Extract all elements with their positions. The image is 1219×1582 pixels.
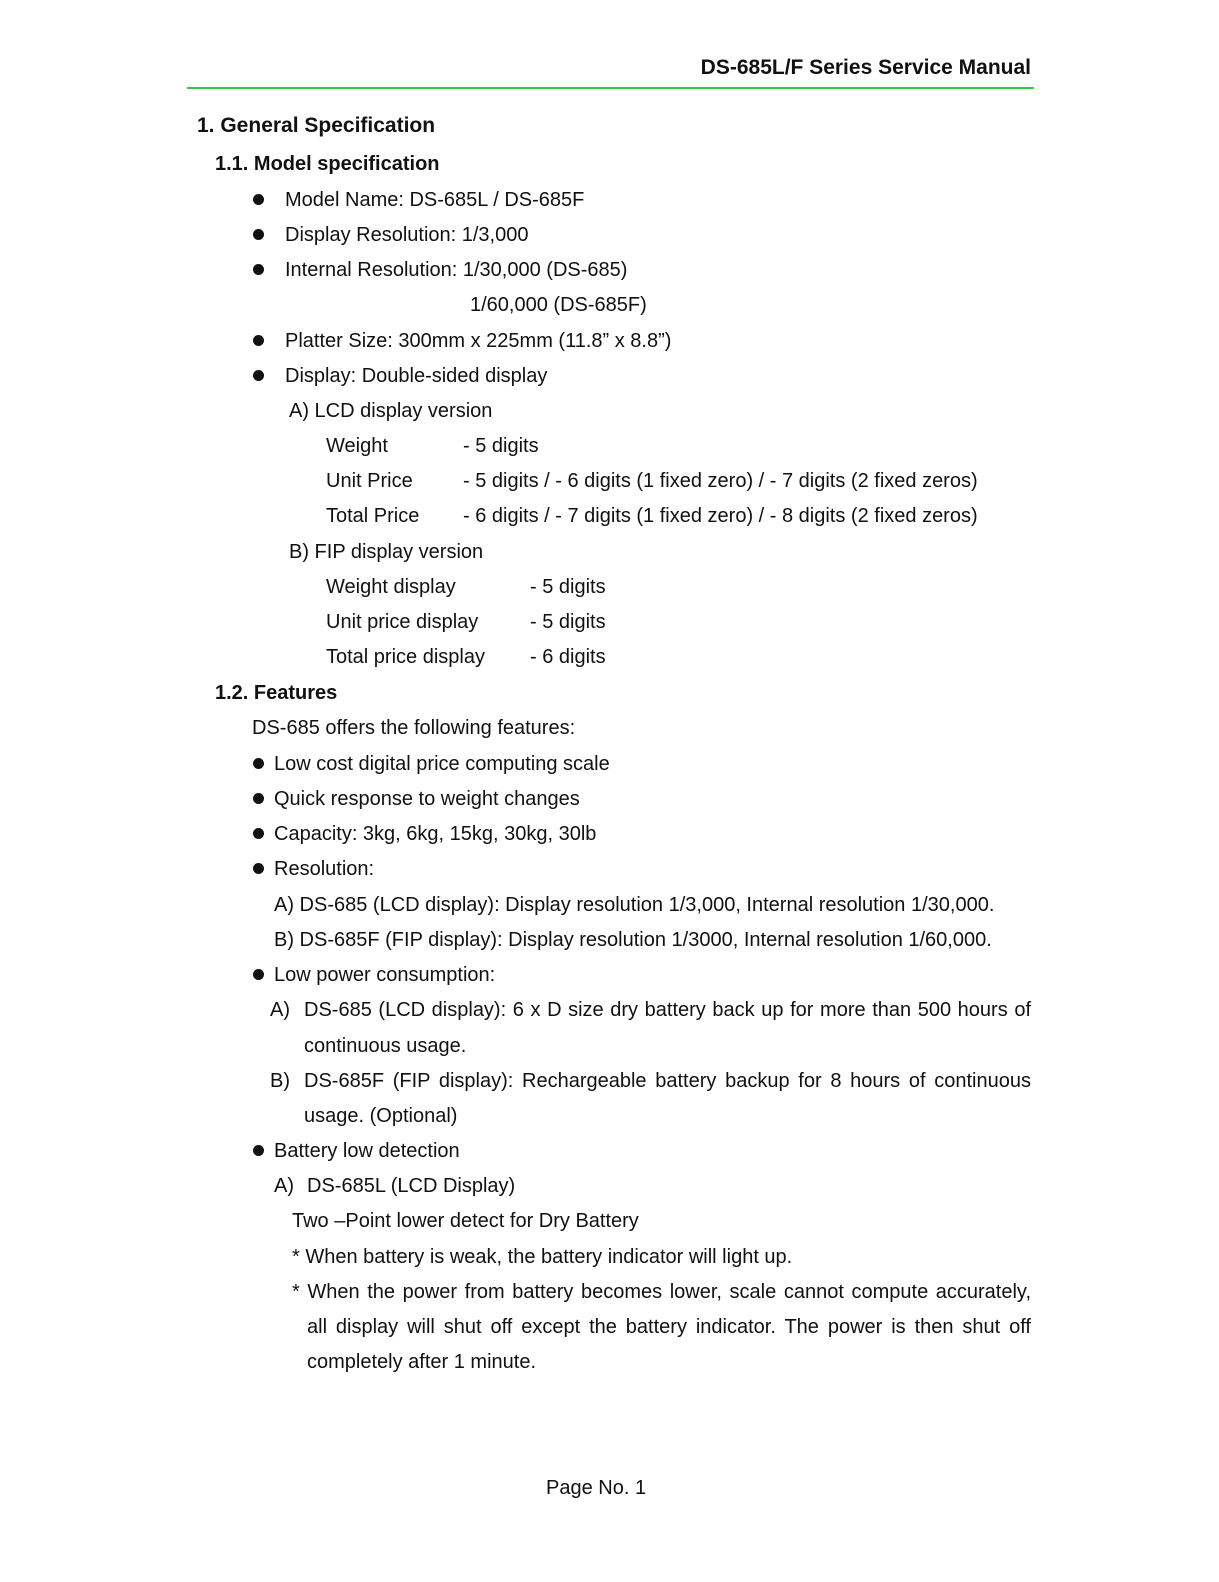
lcd-version-title: A) LCD display version — [289, 400, 493, 422]
bullet-icon — [253, 969, 264, 980]
fip-label-total-price: Total price display — [326, 646, 485, 668]
section-title: 1. General Specification — [197, 114, 436, 137]
bullet-icon — [253, 758, 264, 769]
feature-quick-response: Quick response to weight changes — [274, 788, 580, 810]
fip-version-title: B) FIP display version — [289, 541, 484, 563]
spec-internal-resolution: Internal Resolution: 1/30,000 (DS-685) — [285, 259, 628, 281]
lcd-label-unit-price: Unit Price — [326, 470, 413, 492]
bullet-icon — [253, 1145, 264, 1156]
features-intro: DS-685 offers the following features: — [252, 717, 576, 739]
spec-display: Display: Double-sided display — [285, 365, 548, 387]
battery-item-title: DS-685L (LCD Display) — [307, 1175, 516, 1197]
bullet-icon — [253, 828, 264, 839]
power-item-a-line1: DS-685 (LCD display): 6 x D size dry battery back up for more than 500 hours of — [304, 999, 1031, 1021]
lcd-label-total-price: Total Price — [326, 505, 420, 527]
header-rule — [187, 87, 1034, 89]
power-item-a-marker: A) — [270, 999, 290, 1021]
lcd-value-weight: - 5 digits — [463, 435, 539, 457]
power-item-b-marker: B) — [270, 1070, 290, 1092]
header-title: DS-685L/F Series Service Manual — [700, 56, 1031, 79]
bullet-icon — [253, 229, 264, 240]
spec-model-name: Model Name: DS-685L / DS-685F — [285, 189, 585, 211]
lcd-value-total-price: - 6 digits / - 7 digits (1 fixed zero) / - 8 digits (2 fixed zeros) — [463, 505, 978, 527]
spec-platter-size: Platter Size: 300mm x 225mm (11.8” x 8.8”) — [285, 330, 672, 352]
battery-note-2-line1: * When the power from battery becomes lower, scale cannot compute accurately, — [292, 1281, 1031, 1303]
resolution-item-b: B) DS-685F (FIP display): Display resolution 1/3000, Internal resolution 1/60,000. — [274, 929, 992, 951]
battery-detect-line: Two –Point lower detect for Dry Battery — [292, 1210, 639, 1232]
fip-value-total-price: - 6 digits — [530, 646, 606, 668]
subsection-title-features: 1.2. Features — [215, 682, 338, 704]
bullet-icon — [253, 370, 264, 381]
bullet-icon — [253, 863, 264, 874]
bullet-icon — [253, 335, 264, 346]
power-item-b-line2: usage. (Optional) — [304, 1105, 458, 1127]
feature-battery-low: Battery low detection — [274, 1140, 460, 1162]
feature-low-cost: Low cost digital price computing scale — [274, 753, 610, 775]
battery-note-1: * When battery is weak, the battery indicator will light up. — [292, 1246, 793, 1268]
battery-item-marker: A) — [274, 1175, 294, 1197]
lcd-value-unit-price: - 5 digits / - 6 digits (1 fixed zero) / - 7 digits (2 fixed zeros) — [463, 470, 978, 492]
fip-label-weight: Weight display — [326, 576, 456, 598]
feature-resolution: Resolution: — [274, 858, 375, 880]
battery-note-2-line2: all display will shut off except the battery indicator. The power is then shut off — [307, 1316, 1031, 1338]
resolution-item-a: A) DS-685 (LCD display): Display resolution 1/3,000, Internal resolution 1/30,000. — [274, 894, 995, 916]
bullet-icon — [253, 793, 264, 804]
lcd-label-weight: Weight — [326, 435, 388, 457]
battery-note-2-line3: completely after 1 minute. — [307, 1351, 536, 1373]
subsection-title-model-spec: 1.1. Model specification — [215, 153, 440, 175]
fip-label-unit-price: Unit price display — [326, 611, 479, 633]
feature-capacity: Capacity: 3kg, 6kg, 15kg, 30kg, 30lb — [274, 823, 597, 845]
spec-display-resolution: Display Resolution: 1/3,000 — [285, 224, 529, 246]
bullet-icon — [253, 264, 264, 275]
page-number: Page No. 1 — [546, 1477, 647, 1499]
power-item-b-line1: DS-685F (FIP display): Rechargeable battery backup for 8 hours of continuous — [304, 1070, 1031, 1092]
spec-internal-resolution-f: 1/60,000 (DS-685F) — [470, 294, 647, 316]
fip-value-unit-price: - 5 digits — [530, 611, 606, 633]
fip-value-weight: - 5 digits — [530, 576, 606, 598]
feature-low-power: Low power consumption: — [274, 964, 496, 986]
bullet-icon — [253, 194, 264, 205]
power-item-a-line2: continuous usage. — [304, 1035, 467, 1057]
